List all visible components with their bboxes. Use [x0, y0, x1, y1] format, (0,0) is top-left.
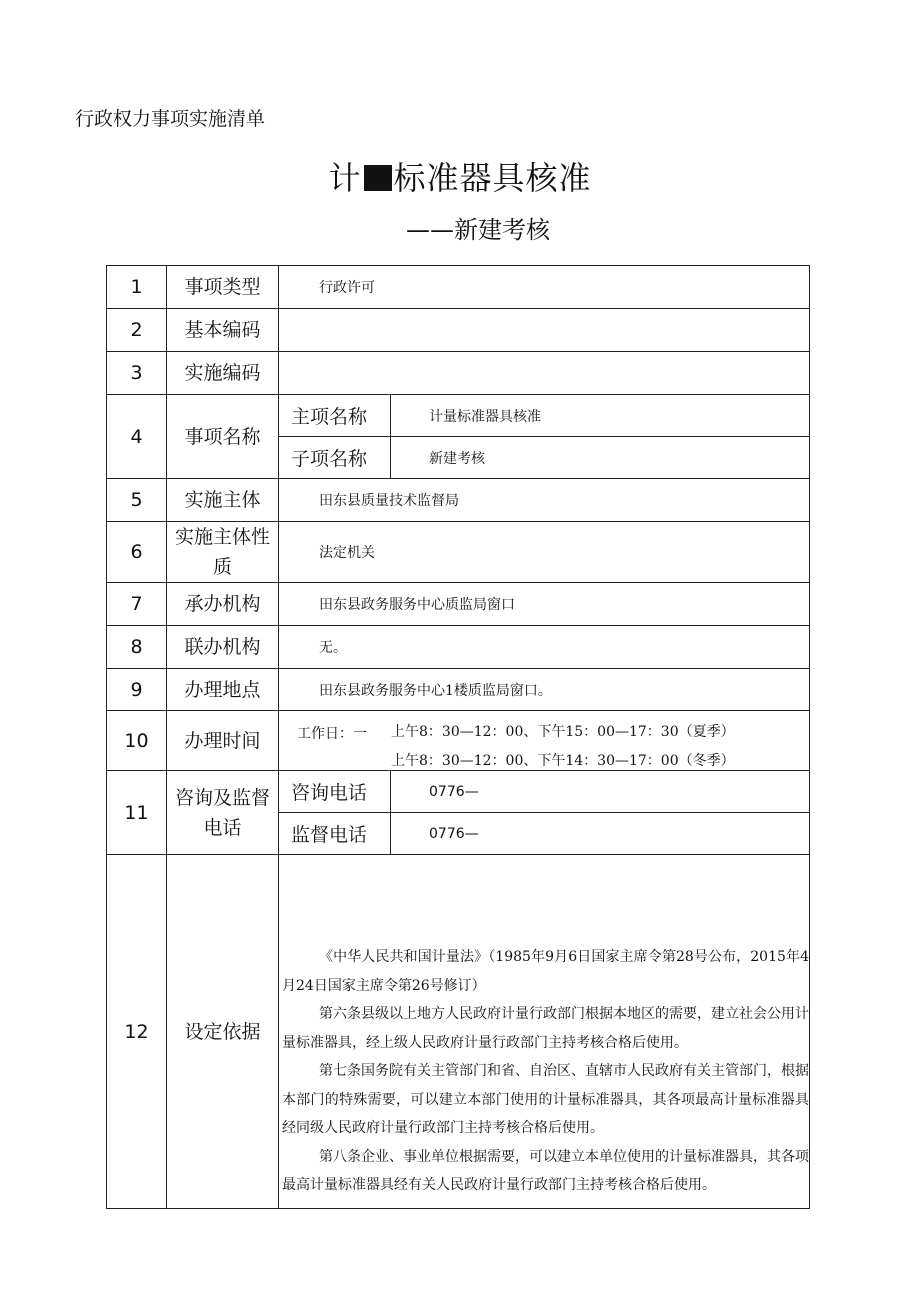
row-label: 实施主体性质 — [167, 522, 279, 583]
row-label: 事项类型 — [167, 266, 279, 309]
row-label: 办理地点 — [167, 669, 279, 711]
row-label: 咨询及监督电话 — [167, 771, 279, 855]
row-number: 10 — [107, 711, 167, 771]
table-row — [107, 479, 810, 522]
row-label: 办理时间 — [167, 711, 279, 771]
item-table — [106, 265, 810, 1209]
row-value: 法定机关 — [279, 522, 810, 583]
row-number: 9 — [107, 669, 167, 711]
row-number: 7 — [107, 583, 167, 626]
legal-basis-text — [279, 855, 810, 1209]
legal-basis-paragraph: 第六条县级以上地方人民政府计量行政部门根据本地区的需要，建立社会公用计量标准器具，经上级人民政府计量行政部门主持考核合格后使用。 — [282, 1006, 809, 1051]
table-row — [107, 583, 810, 626]
row-number: 5 — [107, 479, 167, 522]
row-label: 实施主体 — [167, 479, 279, 522]
supervise-phone-value: 0776— — [391, 813, 810, 855]
title-prefix: 计 — [328, 159, 362, 197]
row-label: 设定依据 — [167, 855, 279, 1209]
row-value: 行政许可 — [279, 266, 810, 309]
summer-hours: 上午8：30—12：00、下午15：00—17：30（夏季） — [391, 723, 735, 740]
row-label: 联办机构 — [167, 626, 279, 669]
table-row — [107, 522, 810, 583]
table-row — [107, 626, 810, 669]
consult-phone-value: 0776— — [391, 771, 810, 813]
supervise-phone-label: 监督电话 — [279, 813, 391, 855]
row-value: 田东县政务服务中心质监局窗口 — [279, 583, 810, 626]
page-subtitle: ——新建考核 — [406, 216, 550, 244]
table-row — [107, 352, 810, 395]
row-value — [279, 352, 810, 395]
sub-item-value: 新建考核 — [391, 437, 810, 479]
table-row — [107, 669, 810, 711]
office-hours-cell — [279, 711, 810, 771]
table-row — [107, 855, 810, 1209]
consult-phone-label: 咨询电话 — [279, 771, 391, 813]
row-number: 11 — [107, 771, 167, 855]
redacted-block — [364, 165, 392, 191]
row-number: 12 — [107, 855, 167, 1209]
row-label: 承办机构 — [167, 583, 279, 626]
row-number: 2 — [107, 309, 167, 352]
row-label: 基本编码 — [167, 309, 279, 352]
row-label: 实施编码 — [167, 352, 279, 395]
table-row — [107, 309, 810, 352]
row-value: 田东县政务服务中心1楼质监局窗口。 — [279, 669, 810, 711]
table-row — [107, 266, 810, 309]
row-number: 8 — [107, 626, 167, 669]
row-number: 4 — [107, 395, 167, 479]
sub-item-label: 子项名称 — [279, 437, 391, 479]
row-number: 1 — [107, 266, 167, 309]
main-item-value: 计量标准器具核准 — [391, 395, 810, 437]
table-row — [107, 395, 810, 437]
legal-basis-paragraph: 《中华人民共和国计量法》（1985年9月6日国家主席令第28号公布，2015年4月24日国家主席令第26号修订） — [282, 949, 809, 994]
document-header: 行政权力事项实施清单 — [75, 108, 266, 130]
row-value: 无。 — [279, 626, 810, 669]
row-value — [279, 309, 810, 352]
main-item-label: 主项名称 — [279, 395, 391, 437]
page-title — [0, 153, 920, 199]
row-value: 田东县质量技术监督局 — [279, 479, 810, 522]
table-row — [107, 771, 810, 813]
title-suffix: 标准器具核准 — [393, 159, 592, 197]
workday-label: 工作日：一 — [297, 725, 367, 742]
row-number: 6 — [107, 522, 167, 583]
legal-basis-paragraph: 第七条国务院有关主管部门和省、自治区、直辖市人民政府有关主管部门，根据本部门的特殊需要，可以建立本部门使用的计量标准器具，其各项最高计量标准器具经同级人民政府计量行政部门主持考核合格后使用。 — [282, 1063, 809, 1136]
winter-hours: 上午8：30—12：00、下午14：30—17：00（冬季） — [391, 752, 735, 769]
table-row — [107, 711, 810, 771]
row-number: 3 — [107, 352, 167, 395]
legal-basis-paragraph: 第八条企业、事业单位根据需要，可以建立本单位使用的计量标准器具，其各项最高计量标准器具经有关人民政府计量行政部门主持考核合格后使用。 — [282, 1148, 809, 1193]
row-label: 事项名称 — [167, 395, 279, 479]
